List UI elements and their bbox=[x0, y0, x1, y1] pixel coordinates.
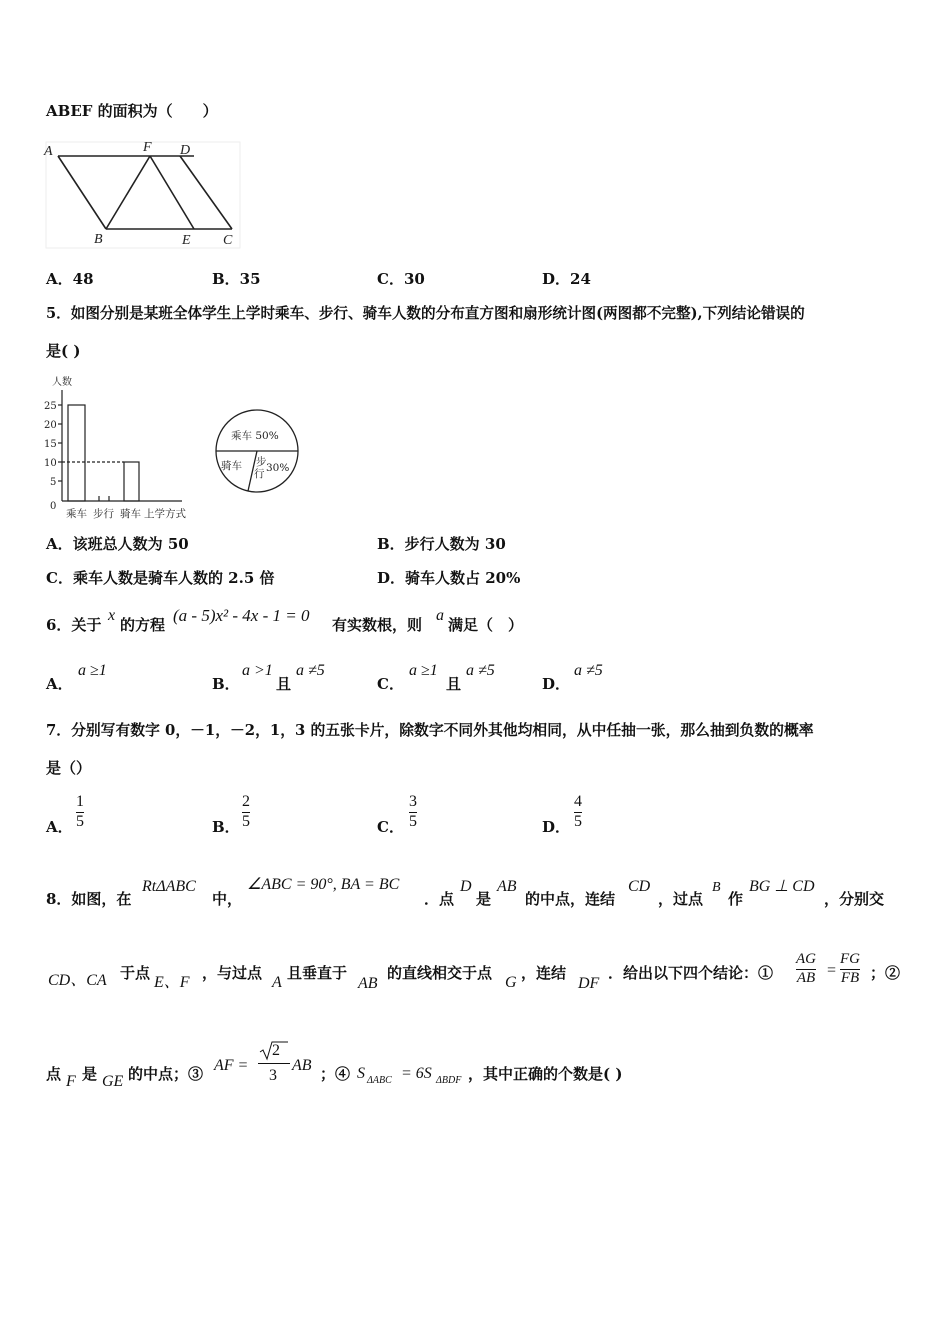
bar-ride bbox=[68, 405, 85, 501]
fraction-numerator: AG bbox=[796, 951, 816, 967]
q8-equals: = bbox=[827, 962, 837, 979]
q4-figure bbox=[44, 140, 244, 250]
q6-option-c-expr2: a ≠5 bbox=[466, 662, 495, 679]
q7-option-d-letter[interactable]: D． bbox=[542, 818, 571, 836]
q6-option-c-and: 且 bbox=[446, 675, 462, 693]
q8-text: 且垂直于 bbox=[287, 964, 348, 982]
q8-math-e-f: E、F bbox=[154, 974, 190, 991]
q4-option-a[interactable]: A．48 bbox=[46, 270, 94, 288]
q7-option-a-letter[interactable]: A． bbox=[46, 818, 73, 836]
fig-label-f: F bbox=[143, 140, 152, 155]
q8-text: 的直线相交于点 bbox=[387, 964, 493, 982]
q7-stem-line2: 是（） bbox=[46, 759, 92, 777]
hist-xlabel-cycle: 骑车 bbox=[120, 508, 141, 520]
pie-label-walk-pct: 30% bbox=[266, 462, 290, 474]
q6-option-b-and: 且 bbox=[276, 675, 292, 693]
q6-option-c-letter[interactable]: C． bbox=[377, 675, 404, 693]
fig-label-a: A bbox=[44, 144, 53, 159]
q8-math-condition: ∠ABC = 90°, BA = BC bbox=[247, 876, 400, 893]
fraction-numerator: FG bbox=[840, 951, 860, 967]
pie-label-ride: 乘车 50% bbox=[231, 430, 279, 442]
q5-stem-line1: 5．如图分别是某班全体学生上学时乘车、步行、骑车人数的分布直方图和扇形统计图(两图都不完整),下列结论错误的 bbox=[46, 305, 805, 322]
q8-text: ，连结 bbox=[521, 964, 567, 982]
q8-text: ．点 bbox=[424, 890, 455, 908]
q5-option-c[interactable]: C．乘车人数是骑车人数的 2.5 倍 bbox=[46, 569, 275, 587]
hist-ytick: 10 bbox=[44, 458, 57, 469]
fig-label-e: E bbox=[182, 233, 191, 248]
q6-equation: (a - 5)x² - 4x - 1 = 0 bbox=[173, 606, 310, 625]
q8-text: 作 bbox=[728, 890, 744, 908]
q8-text: ；② bbox=[870, 964, 901, 982]
q5-option-b[interactable]: B．步行人数为 30 bbox=[377, 535, 506, 553]
q8-text: ，过点 bbox=[658, 890, 704, 908]
q8-math-af: AF = bbox=[214, 1057, 249, 1074]
q6-option-a-letter[interactable]: A． bbox=[46, 675, 73, 693]
q8-text: 是 bbox=[82, 1065, 98, 1083]
hist-ytick: 20 bbox=[44, 420, 57, 431]
q4-option-d[interactable]: D．24 bbox=[542, 270, 591, 288]
q7-option-c-letter[interactable]: C． bbox=[377, 818, 404, 836]
q5-histogram bbox=[42, 372, 202, 522]
q8-math-df: DF bbox=[578, 975, 600, 992]
fraction-numerator: 3 bbox=[409, 793, 417, 810]
q8-math-g: G bbox=[505, 974, 517, 991]
q6-option-d-expr: a ≠5 bbox=[574, 662, 603, 679]
q8-fraction-ag-ab bbox=[796, 952, 816, 987]
q7-option-b-fraction bbox=[242, 794, 250, 831]
fraction-numerator: 2 bbox=[242, 793, 250, 810]
q8-math-sub-bdf: ΔBDF bbox=[436, 1075, 462, 1086]
q8-math-rt-triangle: RtΔABC bbox=[142, 878, 196, 895]
q7-option-c-fraction bbox=[409, 794, 417, 831]
fraction-numerator: 4 bbox=[574, 793, 582, 810]
q8-text: 中， bbox=[212, 890, 243, 908]
q6-stem-part4: 满足（ ） bbox=[448, 616, 524, 634]
q7-option-b-letter[interactable]: B． bbox=[212, 818, 240, 836]
bar-cycle bbox=[124, 462, 139, 501]
hist-ylabel: 人数 bbox=[52, 377, 72, 388]
q8-text: ，与过点 bbox=[202, 964, 263, 982]
q8-math-ab-3: AB bbox=[292, 1057, 312, 1074]
q6-stem-part1: 6．关于 bbox=[46, 616, 102, 634]
q5-option-a[interactable]: A．该班总人数为 50 bbox=[46, 535, 189, 553]
q8-math-sub-abc: ΔABC bbox=[367, 1075, 392, 1086]
q8-text: ；④ bbox=[320, 1065, 351, 1083]
q8-text: 于点 bbox=[120, 964, 151, 982]
fraction-denominator: 5 bbox=[409, 812, 417, 830]
q8-math-b: B bbox=[712, 880, 721, 895]
q8-text: ，分别交 bbox=[824, 890, 885, 908]
fraction-denominator: FB bbox=[840, 969, 860, 986]
pie-label-walk-2: 行 bbox=[254, 468, 265, 480]
q6-stem-part3: 有实数根，则 bbox=[332, 616, 423, 634]
q8-math-ab: AB bbox=[497, 878, 517, 895]
q8-text: 点 bbox=[46, 1065, 62, 1083]
q6-option-a-expr: a ≥1 bbox=[78, 662, 107, 679]
q7-option-d-fraction bbox=[574, 794, 582, 831]
q8-math-cd: CD bbox=[628, 878, 651, 895]
q8-math-6s: = 6S bbox=[401, 1065, 432, 1082]
fraction-denominator: 5 bbox=[574, 812, 582, 830]
fraction-denominator: AB bbox=[796, 969, 816, 986]
q8-fraction-fg-fb bbox=[840, 952, 860, 987]
hist-ytick: 25 bbox=[44, 401, 57, 412]
q5-pie-chart bbox=[214, 408, 300, 494]
q8-text: 8．如图，在 bbox=[46, 890, 132, 908]
fraction-numerator: 1 bbox=[76, 793, 84, 810]
fig-label-d: D bbox=[180, 143, 191, 158]
fig-label-c: C bbox=[223, 233, 233, 248]
q8-math-cd-ca: CD、CA bbox=[48, 972, 107, 989]
pie-label-walk-1: 步 bbox=[256, 456, 267, 468]
q8-text: 是 bbox=[476, 890, 492, 908]
fraction-bar bbox=[258, 1063, 290, 1064]
q6-var-x: x bbox=[108, 607, 116, 624]
fig-label-b: B bbox=[94, 232, 103, 247]
q6-option-b-expr2: a ≠5 bbox=[296, 662, 325, 679]
q6-var-a: a bbox=[436, 607, 444, 624]
q5-stem-line2: 是( ) bbox=[46, 342, 81, 360]
q8-math-ge: GE bbox=[102, 1073, 124, 1090]
q4-option-b[interactable]: B．35 bbox=[212, 270, 261, 288]
q8-denominator-3: 3 bbox=[269, 1067, 277, 1084]
fraction-denominator: 5 bbox=[76, 812, 84, 830]
q6-stem-part2: 的方程 bbox=[120, 616, 166, 634]
q7-option-a-fraction bbox=[76, 794, 84, 831]
q8-text: ．给出以下四个结论：① bbox=[608, 964, 774, 982]
q8-math-f: F bbox=[66, 1073, 76, 1090]
q5-option-d[interactable]: D．骑车人数占 20% bbox=[377, 569, 521, 587]
q6-option-d-letter[interactable]: D． bbox=[542, 675, 571, 693]
q8-text: ，其中正确的个数是( ) bbox=[468, 1065, 623, 1083]
q8-text: 的中点，连结 bbox=[525, 890, 616, 908]
q8-math-a: A bbox=[272, 974, 282, 991]
hist-xtitle: 上学方式 bbox=[144, 508, 186, 520]
q6-option-b-expr: a >1 bbox=[242, 662, 273, 679]
q8-math-ab-2: AB bbox=[358, 975, 378, 992]
q8-math-perp: BG ⊥ CD bbox=[749, 878, 815, 895]
hist-ytick: 0 bbox=[50, 501, 57, 512]
q8-text: 的中点；③ bbox=[128, 1065, 204, 1083]
pie-label-cycle: 骑车 bbox=[221, 460, 242, 472]
hist-xlabel-walk: 步行 bbox=[93, 508, 114, 520]
q7-stem-line1: 7．分别写有数字 0，－1，－2，1，3 的五张卡片，除数字不同外其他均相同，从中任抽一张，那么抽到负数的概率 bbox=[46, 722, 814, 739]
q4-option-c[interactable]: C．30 bbox=[377, 270, 425, 288]
q8-math-d: D bbox=[460, 878, 472, 895]
hist-ytick: 5 bbox=[50, 477, 57, 488]
hist-ytick: 15 bbox=[44, 439, 57, 450]
q8-math-s: S bbox=[357, 1065, 365, 1082]
q6-option-b-letter[interactable]: B． bbox=[212, 675, 240, 693]
q8-sqrt-radicand: 2 bbox=[272, 1042, 280, 1059]
fraction-denominator: 5 bbox=[242, 812, 250, 830]
q6-option-c-expr: a ≥1 bbox=[409, 662, 438, 679]
hist-xlabel-ride: 乘车 bbox=[66, 508, 87, 520]
q4-stem-tail: ABEF 的面积为（ ） bbox=[46, 102, 218, 120]
